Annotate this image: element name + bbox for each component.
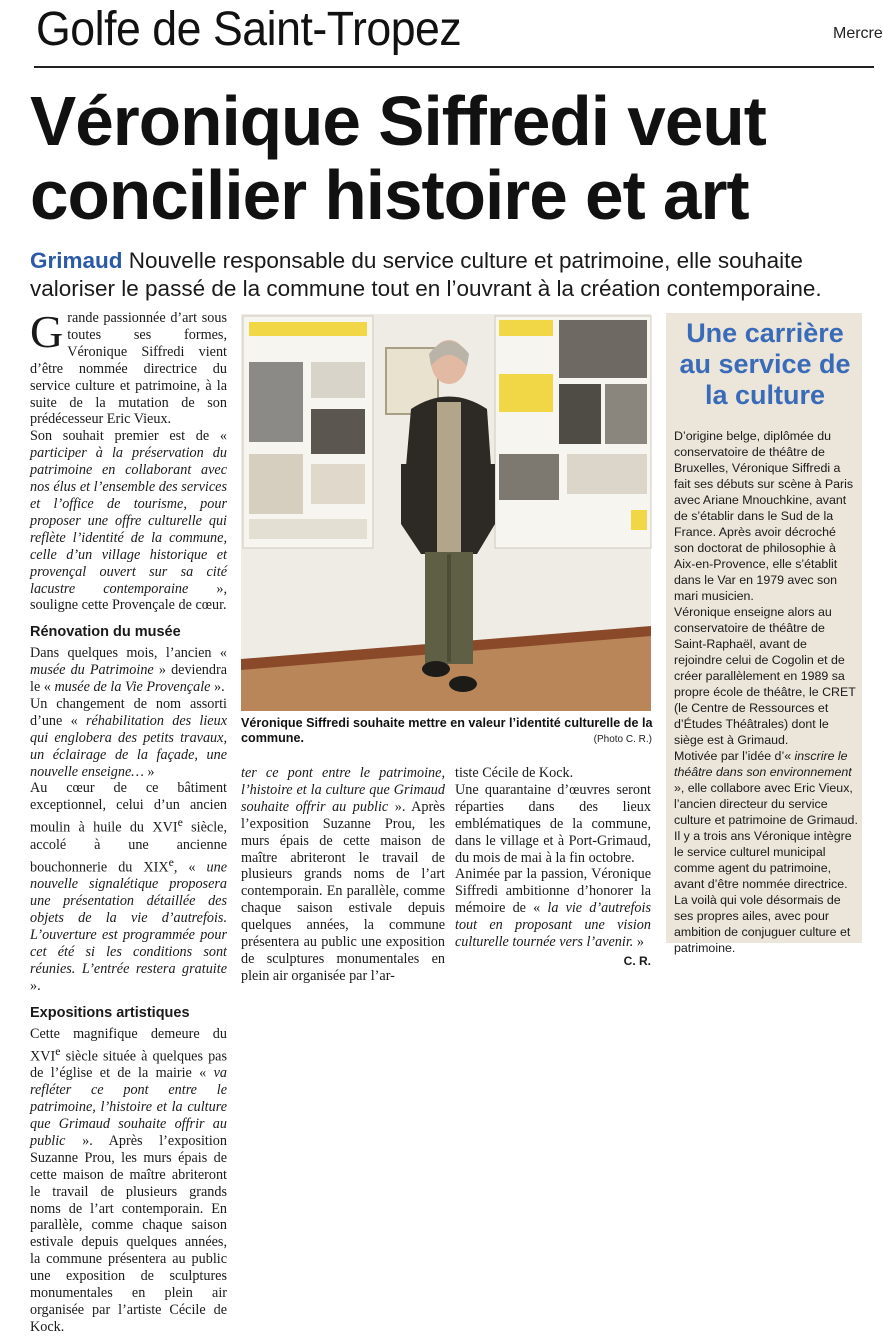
photo-credit: (Photo C. R.) xyxy=(593,734,652,745)
sidebar-title: Une carrière au service de la culture xyxy=(679,318,851,410)
article-column-2 xyxy=(241,765,445,985)
paragraph: Au cœur de ce bâtiment exceptionnel, celui d’un ancien moulin à huile du XVIe siècle, accolé à une ancienne bouchonnerie du XIXe, « une nouvelle signalétique proposera une présentation détaillée des objets de la vie d’autrefois. L’ouverture est programmée pour cet été si les conditions sont réunies. L’entrée restera gratuite ». xyxy=(30,780,228,994)
paragraph: tiste Cécile de Kock. xyxy=(455,765,574,781)
paragraph: Grande passionnée d’art sous toutes ses formes, Véronique Siffredi vient d’être nommée directrice du service culture et patrimoine, à la suite de la mutation de son prédécesseur Eric Vieux. xyxy=(30,306,227,428)
deck xyxy=(30,247,870,303)
deck-place: Grimaud xyxy=(30,248,123,273)
dateline: Mercre xyxy=(833,25,883,42)
deck-text: valoriser le passé de la commune tout en l’ouvrant à la création contemporaine. xyxy=(30,276,822,301)
paragraph: ter ce pont entre le patrimoine, l’histoire et la culture que Grimaud souhaite offrir au public ». Après l’exposition Suzanne Prou, les murs épais de cette maison de maître abriteront le travail de plusieurs grands noms de l’art contemporain. En parallèle, comme chaque saison estivale depuis quelques années, la commune présentera au public une exposition de sculptures monumentales en plein air organisée par l’ar- xyxy=(241,765,445,984)
header-rule xyxy=(34,66,874,68)
photo-caption: Véronique Siffredi souhaite mettre en valeur l’identité culturelle de la commune. xyxy=(241,716,653,745)
article-photo xyxy=(241,314,651,711)
sidebar-text xyxy=(674,428,858,956)
photo-illustration xyxy=(241,314,651,711)
subheading: Rénovation du musée xyxy=(30,624,181,641)
sidebar-paragraph: Véronique enseigne alors au conservatoire de théâtre de Saint-Raphaël, avant de rejoindre celui de Cogolin et de créer parallèlement en 1989 sa propre école de théâtre, le CRET (le Centre de Ressources et d’Études Théâtrales) dont le siège est à Grimaud. xyxy=(674,605,856,747)
paragraph: Une quarantaine d’œuvres seront réparties dans des lieux emblématiques de la commune, dans le village et à Port-Grimaud, du mois de mai à la fin octobre. xyxy=(455,781,651,866)
deck-text: Nouvelle responsable du service culture et patrimoine, elle souhaite xyxy=(122,248,803,273)
author-signature: C. R. xyxy=(623,953,651,968)
paragraph: Cette magnifique demeure du XVIe siècle située à quelques pas de l’église et de la mairie « va refléter ce pont entre le patrimoine, l’histoire et la culture que Grimaud souhaite offrir au public ». Après l’exposition Suzanne Prou, les murs épais de cette maison de maître abriteront le travail de plusieurs grands noms de l’art contemporain. En parallèle, comme chaque saison estivale depuis quelques années, la commune présentera au public une exposition de sculptures monumentales en plein air organisée par l’artiste Cécile de Kock. xyxy=(30,1025,227,1335)
subheading: Expositions artistiques xyxy=(30,1004,190,1021)
paragraph: Son souhait premier est de « participer à la préservation du patrimoine en collaborant avec nos élus et l’ensemble des services et l’office de tourisme, pour proposer une offre culturelle qui reflète l’identité de la commune, celle d’un village historique et provençal ouvert sur sa cité lacustre contemporaine », souligne cette Provençale de cœur. xyxy=(30,428,227,614)
sidebar-paragraph: Motivée par l’idée d’« inscrire le théâtre dans son environnement », elle collabore avec Eric Vieux, l’ancien directeur du service culture et patrimoine de Grimaud. Il y a trois ans Véronique intègre le service culturel municipal comme agent du patrimoine, avant d’être nommée directrice. La voilà qui vole désormais de ses propres ailes, avec pour ambition de conjuguer culture et patrimoine. xyxy=(674,749,858,955)
section-rubric: Golfe de Saint-Tropez xyxy=(36,3,462,56)
paragraph: Dans quelques mois, l’ancien « musée du Patrimoine » deviendra le « musée de la Vie Provençale ». xyxy=(30,645,228,696)
headline-line: Véronique Siffredi veut xyxy=(30,82,766,160)
paragraph: Animée par la passion, Véronique Siffredi ambitionne d’honorer la mémoire de « la vie d’autrefois tout en proposant une vision culturelle tournée vers l’avenir. » xyxy=(455,866,651,951)
headline-line: concilier histoire et art xyxy=(30,156,749,234)
article-column-1 xyxy=(30,306,228,1336)
sidebar-paragraph: D’origine belge, diplômée du conservatoire de théâtre de Bruxelles, Véronique Siffredi a fait ses débuts sur scène à Paris avec Ariane Mnouchkine, avant de s’établir dans le Sud de la France. Après avoir décroché son doctorat de philosophie à Aix-en-Provence, elle s’établit dans le Var en 1979 avec son mari musicien. xyxy=(674,429,854,603)
article-column-3 xyxy=(455,765,651,970)
headline xyxy=(30,84,870,232)
paragraph: Un changement de nom assorti d’une « réhabilitation des lieux qui englobera des petits travaux, un éclairage de la façade, une nouvelle enseigne… » xyxy=(30,695,227,780)
drop-cap: G xyxy=(30,306,64,357)
